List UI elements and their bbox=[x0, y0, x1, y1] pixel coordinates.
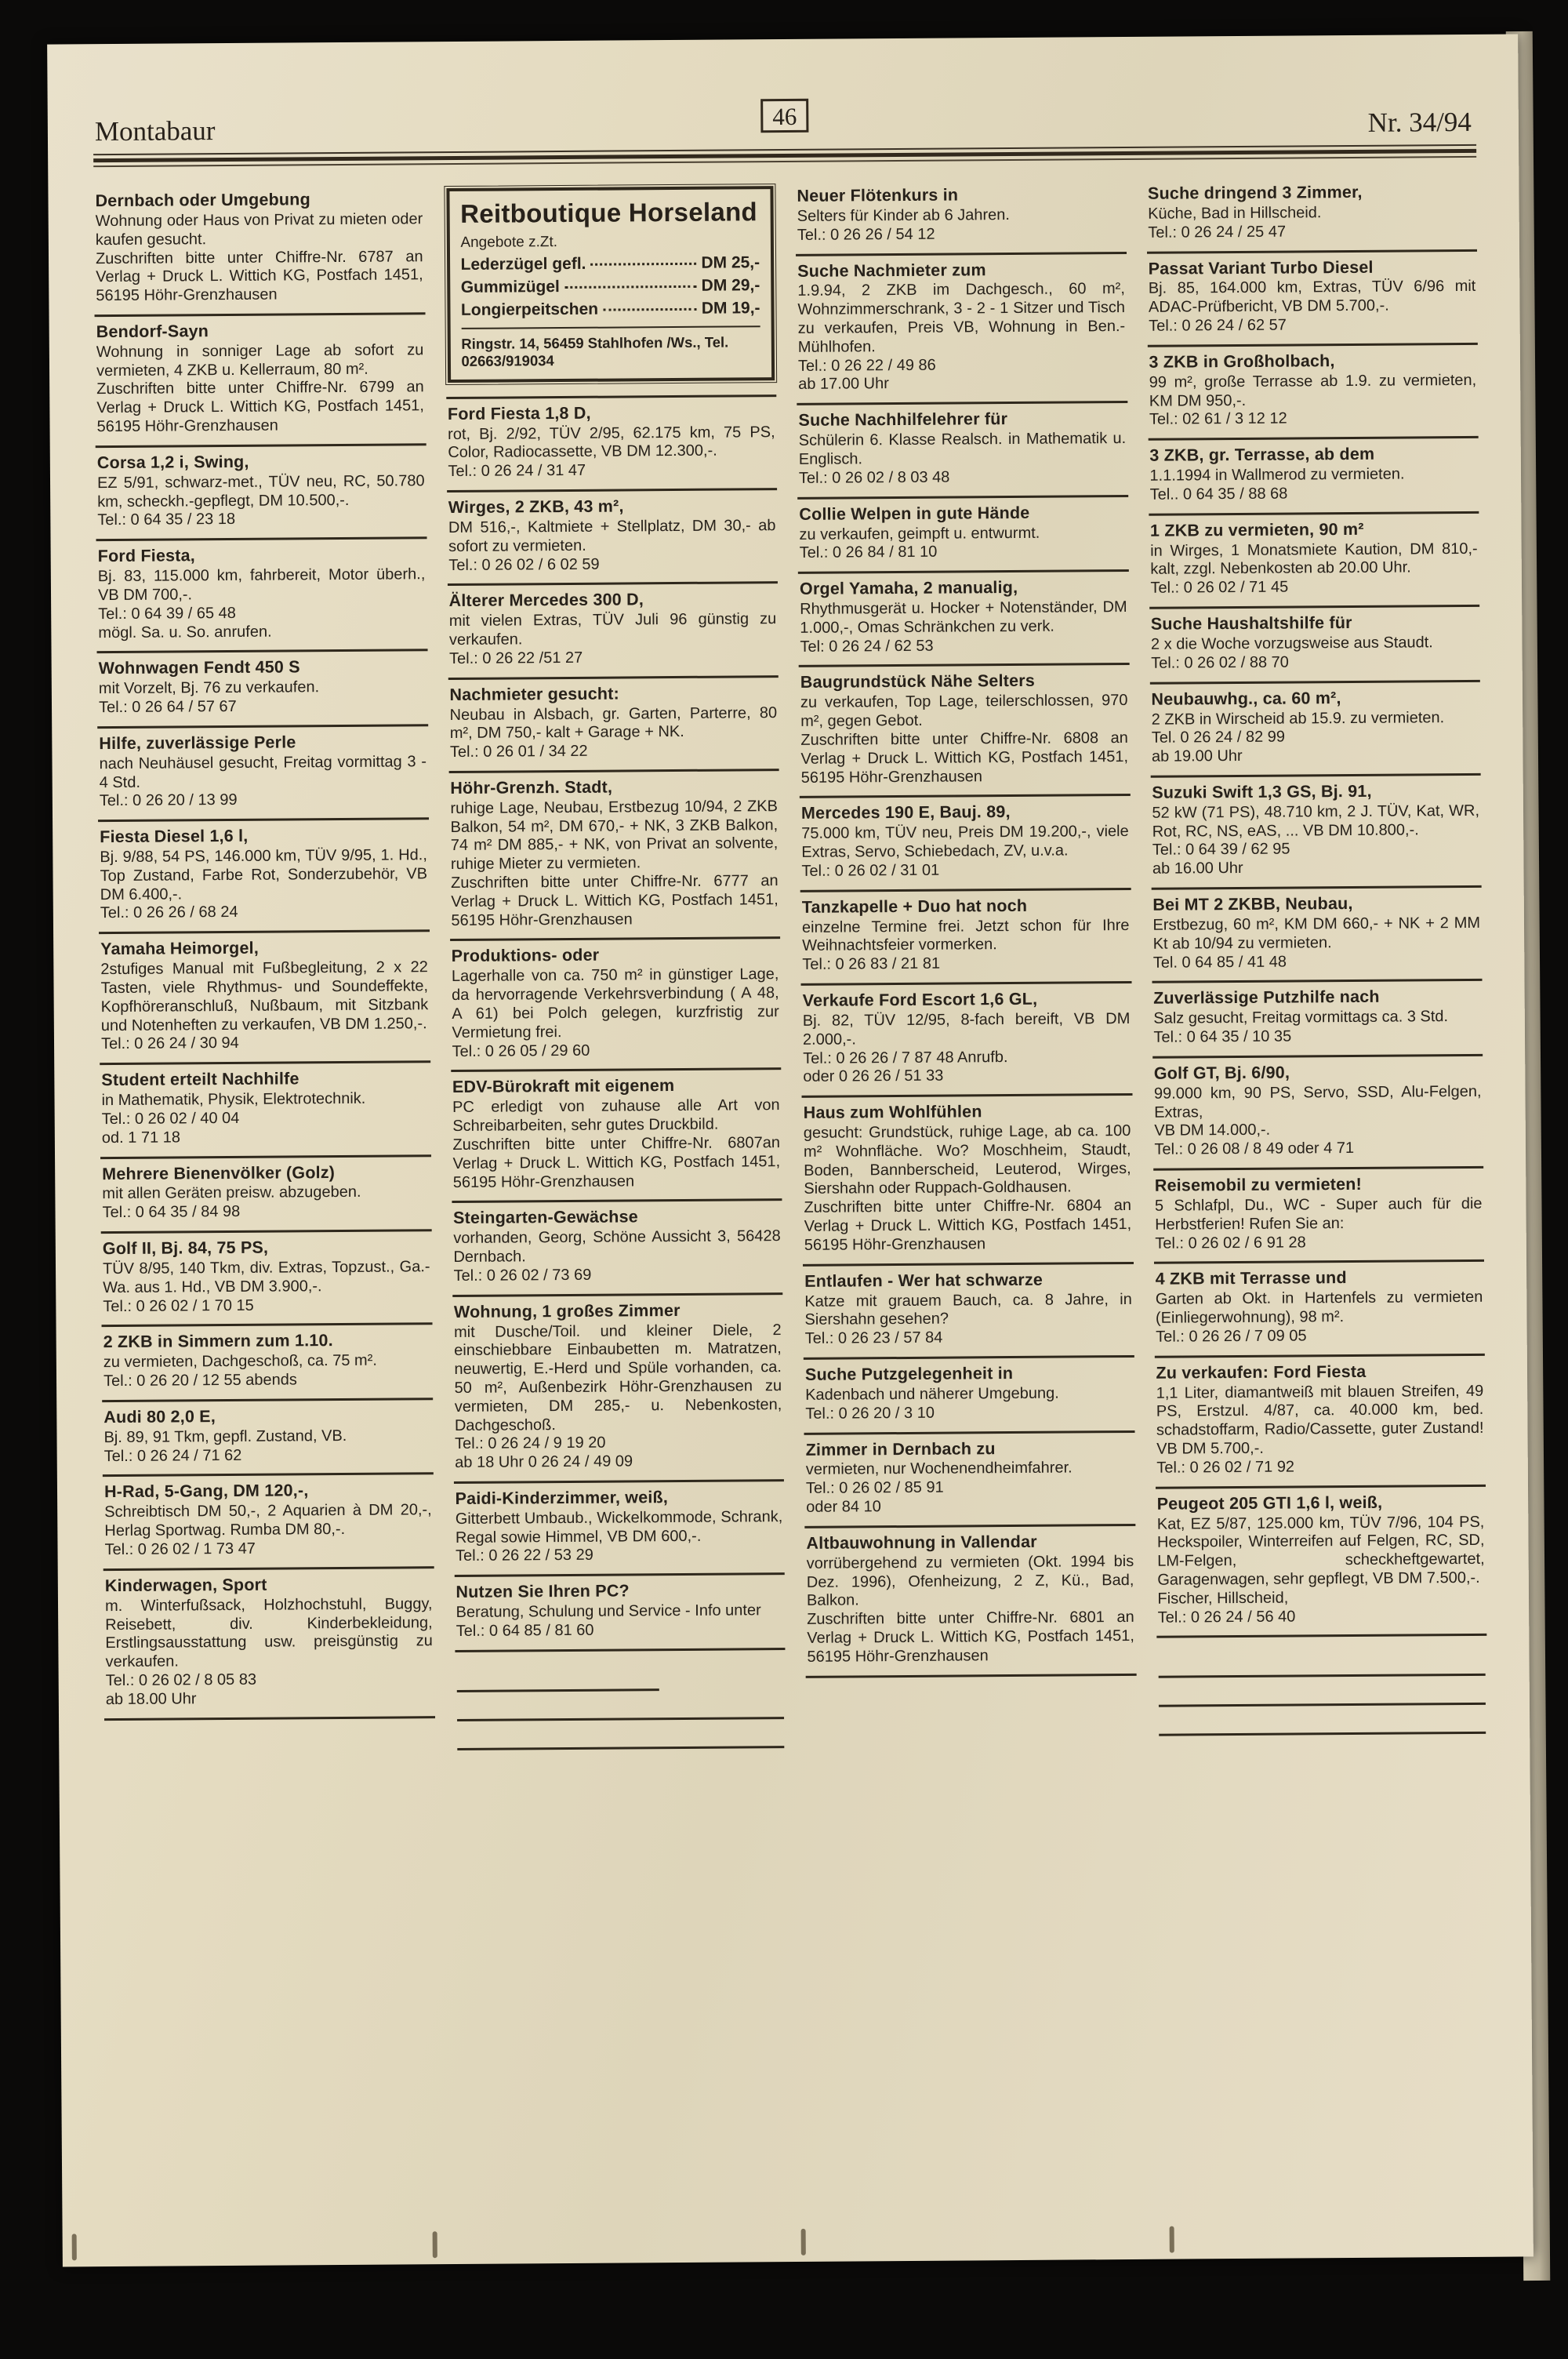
region-title: Montabaur bbox=[94, 115, 216, 147]
ad-body: Salz gesucht, Freitag vormittags ca. 3 Std. Tel.: 0 64 35 / 10 35 bbox=[1153, 1008, 1449, 1046]
ad-title: 4 ZKB mit Terrasse und bbox=[1155, 1268, 1347, 1289]
ad-title: Suche Nachmieter zum bbox=[797, 260, 986, 281]
ad-body: Gitterbett Umbaub., Wickelkommode, Schrank, Regal sowie Himmel, VB DM 600,-. Tel.: 0 26 22 / 53 29 bbox=[455, 1507, 783, 1565]
column-1 bbox=[93, 184, 434, 1753]
dot-leader bbox=[603, 307, 697, 311]
ad-body: Rhythmusgerät u. Hocker + Notenständer, DM 1.000,-, Omas Schränkchen zu verk. Tel: 0 26 24 / 62 53 bbox=[800, 598, 1127, 656]
ad-body: 1.1.1994 in Wallmerod zu vermieten. Tel.. 0 64 35 / 88 68 bbox=[1149, 465, 1405, 503]
ad-body: Erstbezug, 60 m², KM DM 660,- + NK + 2 MM Kt ab 10/94 zu vermieten. Tel. 0 64 85 / 41 48 bbox=[1152, 914, 1481, 972]
ad-title: 3 ZKB, gr. Terrasse, ab dem bbox=[1149, 444, 1375, 465]
separator-rule bbox=[456, 1690, 784, 1721]
classified-ad bbox=[447, 490, 778, 586]
classified-ad bbox=[804, 1358, 1134, 1434]
ad-title: Audi 80 2,0 E, bbox=[103, 1407, 216, 1427]
column-4 bbox=[1146, 176, 1487, 1746]
ad-title: Suche dringend 3 Zimmer, bbox=[1147, 182, 1363, 203]
classified-ad bbox=[1149, 514, 1479, 609]
classified-ad bbox=[448, 771, 780, 941]
ad-title: Wohnwagen Fendt 450 S bbox=[98, 657, 300, 678]
ad-title: H-Rad, 5-Gang, DM 120,-, bbox=[103, 1481, 309, 1502]
ad-body: 2stufiges Manual mit Fußbegleitung, 2 x 22 Tasten, viele Rhythmus- und Soundeffekte, Kopfhöreranschluß, Nußbaum, mit Sitzbank und Notenheften zu verkaufen, VB DM 1.250,-. Tel.: 0 26 24 / 30 94 bbox=[100, 958, 429, 1053]
ad-title: Yamaha Heimorgel, bbox=[100, 939, 260, 959]
ad-title: Bendorf-Sayn bbox=[96, 322, 209, 342]
ad-body: gesucht: Grundstück, ruhige Lage, ab ca. 100 m² Wohnfläche. Wo? Moschheim, Staudt, Boden, Bannberscheid, Leuterod, Wirges, Siershahn oder Ruppach-Goldhausen. Zuschriften bitte unter Chiffre-Nr. 6804 an Verlag + Druck L. Wittich KG, Postfach 1451, 56195 Höhr-Grenzhausen bbox=[803, 1122, 1132, 1254]
ad-body: zu verkaufen, Top Lage, teilerschlossen, 970 m², gegen Gebot. Zuschriften bitte unter Chiffre-Nr. 6808 an Verlag + Druck L. Wittich KG, Postfach 1451, 56195 Höhr-Grenzhausen bbox=[800, 692, 1129, 787]
ad-body: Bj. 9/88, 54 PS, 146.000 km, TÜV 9/95, 1. Hd., Top Zustand, Farbe Rot, Sonderzubehör, VB DM 6.400,-. Tel.: 0 26 26 / 68 24 bbox=[100, 846, 428, 922]
price-row bbox=[461, 299, 760, 320]
classified-ad bbox=[1151, 888, 1482, 983]
ad-body: 99.000 km, 90 PS, Servo, SSD, Alu-Felgen, Extras, VB DM 14.000,-. Tel.: 0 26 08 / 8 49 oder 4 71 bbox=[1153, 1082, 1482, 1158]
blank-ad-rules bbox=[455, 1650, 786, 1750]
ad-title: 3 ZKB in Großholbach, bbox=[1149, 351, 1335, 372]
classified-ad bbox=[446, 394, 777, 493]
ad-title: Kinderwagen, Sport bbox=[104, 1575, 267, 1595]
classified-ad bbox=[93, 184, 425, 317]
ad-body: 1,1 Liter, diamantweiß mit blauen Streifen, 49 PS, Erstzul. 4/87, ca. 40.000 km, bed. schadstoffarm, Radio/Cassette, guter Zustand! VB DM 5.700,-. Tel.: 0 26 02 / 71 92 bbox=[1156, 1382, 1484, 1477]
ad-title: Altbauwohnung in Vallendar bbox=[806, 1532, 1037, 1553]
ad-title: Mercedes 190 E, Bauj. 89, bbox=[800, 802, 1011, 823]
ad-title: Zu verkaufen: Ford Fiesta bbox=[1156, 1361, 1367, 1383]
ad-title: Bei MT 2 ZKBB, Neubau, bbox=[1152, 894, 1353, 914]
ad-body: zu verkaufen, geimpft u. entwurmt. Tel.: 0 26 84 / 81 10 bbox=[799, 524, 1040, 562]
ad-body: EZ 5/91, schwarz-met., TÜV neu, RC, 50.780 km, scheckh.-gepflegt, DM 10.500,-. Tel.: 0 64 35 / 23 18 bbox=[96, 472, 425, 529]
ad-title: 2 ZKB in Simmern zum 1.10. bbox=[103, 1331, 333, 1352]
ad-title: Wohnung, 1 großes Zimmer bbox=[453, 1300, 681, 1321]
classified-ad bbox=[800, 890, 1131, 986]
ad-title: Suche Haushaltshilfe für bbox=[1150, 613, 1352, 634]
classified-ad bbox=[1154, 1355, 1486, 1488]
ad-title: Peugeot 205 GTI 1,6 l, weiß, bbox=[1156, 1492, 1383, 1514]
ad-title: Golf II, Bj. 84, 75 PS, bbox=[102, 1238, 269, 1259]
ad-body: ruhige Lage, Neubau, Erstbezug 10/94, 2 ZKB Balkon, 54 m², DM 670,- + NK, 3 ZKB Balkon, 74 m² DM 885,- + NK, von Privat an solvente, ruhige Mieter zu vermieten. Zuschriften bitte unter Chiffre-Nr. 6777 an Verlag + Druck L. Wittich KG, Postfach 1451, 56195 Höhr-Grenzhausen bbox=[450, 797, 779, 929]
ad-title: Paidi-Kinderzimmer, weiß, bbox=[455, 1488, 669, 1508]
classified-ad bbox=[99, 932, 430, 1065]
classified-ad bbox=[795, 179, 1126, 256]
classified-ad bbox=[797, 497, 1128, 574]
ad-body: mit allen Geräten preisw. abzugeben. Tel.: 0 64 35 / 84 98 bbox=[102, 1183, 361, 1222]
classified-ad bbox=[1152, 981, 1483, 1058]
classified-ad bbox=[804, 1526, 1136, 1678]
separator-rule bbox=[1158, 1676, 1486, 1707]
ad-body: Bj. 83, 115.000 km, fahrbereit, Motor überh., VB DM 700,-. Tel.: 0 64 39 / 65 48 mögl. Sa. u. So. anrufen. bbox=[97, 565, 426, 642]
ad-title: Steingarten-Gewächse bbox=[453, 1207, 638, 1228]
classified-ad bbox=[1148, 438, 1479, 515]
classified-ad bbox=[1146, 176, 1477, 253]
ad-body: vorhanden, Georg, Schöne Aussicht 3, 56428 Dernbach. Tel.: 0 26 02 / 73 69 bbox=[453, 1227, 781, 1285]
ad-title: Collie Welpen in gute Hände bbox=[799, 503, 1030, 524]
ad-title: Ford Fiesta, bbox=[97, 546, 196, 566]
page-number-box: 46 bbox=[760, 99, 808, 133]
ad-body: PC erledigt von zuhause alle Art von Schreibarbeiten, sehr gutes Druckbild. Zuschriften bitte unter Chiffre-Nr. 6807an Verlag + Druck L. Wittich KG, Postfach 1451, 56195 Höhr-Grenzhausen bbox=[452, 1096, 781, 1191]
classified-ad bbox=[796, 254, 1127, 406]
ad-body: vermieten, nur Wochenendheimfahrer. Tel.: 0 26 02 / 85 91 oder 84 10 bbox=[805, 1459, 1073, 1516]
classifieds-columns bbox=[93, 176, 1487, 1753]
price-row bbox=[461, 253, 760, 274]
ad-body: in Wirges, 1 Monatsmiete Kaution, DM 810,- kalt, zzgl. Nebenkosten ab 20.00 Uhr. Tel.: 0 26 02 / 71 45 bbox=[1150, 540, 1478, 598]
separator-rule bbox=[456, 1662, 659, 1692]
classified-ad bbox=[454, 1575, 785, 1652]
ad-body: 2 x die Woche vorzugsweise aus Staudt. Tel.: 0 26 02 / 88 70 bbox=[1150, 634, 1433, 672]
classified-ad bbox=[797, 403, 1127, 499]
scan-artifact bbox=[72, 2234, 77, 2260]
classified-ad bbox=[801, 983, 1132, 1098]
ad-body: zu vermieten, Dachgeschoß, ca. 75 m². Tel.: 0 26 20 / 12 55 abends bbox=[103, 1352, 377, 1390]
ad-title: Baugrundstück Nähe Selters bbox=[800, 671, 1036, 692]
classified-ad bbox=[1153, 1169, 1484, 1264]
newspaper-page bbox=[47, 34, 1534, 2266]
classified-ad bbox=[97, 652, 428, 729]
classified-ad bbox=[800, 796, 1131, 892]
ad-body: einzelne Termine frei. Jetzt schon für Ihre Weihnachtsfeier vormerken. Tel.: 0 26 83 / 21 81 bbox=[801, 916, 1130, 974]
ad-title: Nutzen Sie Ihren PC? bbox=[456, 1581, 630, 1602]
ad-body: Katze mit grauem Bauch, ca. 8 Jahre, in Siershahn gesehen? Tel.: 0 26 23 / 57 84 bbox=[804, 1290, 1132, 1348]
ad-body: 99 m², große Terrasse ab 1.9. zu vermieten, KM DM 950,-. Tel.: 02 61 / 3 12 12 bbox=[1149, 371, 1477, 429]
ad-body: 52 kW (71 PS), 48.710 km, 2 J. TÜV, Kat, WR, Rot, RC, NS, eAS, ... VB DM 10.800,-. Tel.: 0 64 39 / 62 95 ab 16.00 Uhr bbox=[1152, 801, 1480, 878]
classified-ad bbox=[450, 940, 782, 1073]
classified-ad bbox=[103, 1568, 435, 1721]
ad-title: Zimmer in Dernbach zu bbox=[805, 1438, 996, 1459]
ad-body: Kadenbach und näherer Umgebung. Tel.: 0 26 20 / 3 10 bbox=[805, 1384, 1059, 1423]
ad-body: DM 516,-, Kaltmiete + Stellplatz, DM 30,- ab sofort zu vermieten. Tel.: 0 26 02 / 6 02 59 bbox=[448, 517, 776, 574]
display-ad-address: Ringstr. 14, 56459 Stahlhofen /Ws., Tel. 02663/919034 bbox=[461, 325, 760, 370]
ad-body: Wohnung oder Haus von Privat zu mieten oder kaufen gesucht. Zuschriften bitte unter Chiffre-Nr. 6787 an Verlag + Druck L. Wittich KG, Postfach 1451, 56195 Höhr-Grenzhausen bbox=[95, 210, 423, 305]
classified-ad bbox=[453, 1481, 784, 1577]
ad-body: Küche, Bad in Hillscheid. Tel.: 0 26 24 / 25 47 bbox=[1148, 204, 1322, 242]
ad-title: Neuer Flötenkurs in bbox=[797, 185, 959, 205]
ad-body: Wohnung in sonniger Lage ab sofort zu vermieten, 4 ZKB u. Kellerraum, 80 m². Zuschriften bitte unter Chiffre-Nr. 6799 an Verlag + Druck L. Wittich KG, Postfach 1451, 56195 Höhr-Grenzhausen bbox=[96, 341, 424, 436]
scan-artifact bbox=[801, 2229, 806, 2255]
dot-leader bbox=[590, 262, 696, 265]
classified-ad bbox=[798, 572, 1129, 667]
ad-title: Neubauwhg., ca. 60 m², bbox=[1151, 688, 1341, 709]
classified-ad bbox=[1152, 1056, 1483, 1171]
classified-ad bbox=[96, 445, 426, 541]
classified-ad bbox=[1154, 1262, 1485, 1358]
display-ad-title: Reitboutique Horseland bbox=[460, 197, 758, 228]
ad-body: Bj. 85, 164.000 km, Extras, TÜV 6/96 mit ADAC-Prüfbericht, VB DM 5.700,-. Tel.: 0 26 24 / 62 57 bbox=[1148, 278, 1476, 335]
classified-ad bbox=[102, 1400, 433, 1477]
ad-title: Suzuki Swift 1,3 GS, Bj. 91, bbox=[1152, 781, 1372, 802]
ad-title: Produktions- oder bbox=[451, 946, 600, 966]
ad-body: in Mathematik, Physik, Elektrotechnik. Tel.: 0 26 02 / 40 04 od. 1 71 18 bbox=[101, 1089, 366, 1147]
page-header bbox=[93, 102, 1476, 155]
column-3 bbox=[795, 179, 1136, 1748]
price-label: Gummizügel bbox=[460, 277, 560, 296]
separator-rule bbox=[1158, 1647, 1486, 1678]
classified-ad bbox=[1156, 1486, 1487, 1638]
classified-ad bbox=[1150, 776, 1481, 890]
ad-body: 5 Schlafpl, Du., WC - Super auch für die Herbstferien! Rufen Sie an: Tel.: 0 26 02 / 6 91 28 bbox=[1154, 1194, 1483, 1252]
ad-body: Schreibtisch DM 50,-, 2 Aquarien à DM 20,-, Herlag Sportwag. Rumba DM 80,-. Tel.: 0 26 02 / 1 73 47 bbox=[104, 1501, 432, 1559]
price-label: Lederzügel gefl. bbox=[460, 254, 586, 274]
ad-body: Selters für Kinder ab 6 Jahren. Tel.: 0 26 26 / 54 12 bbox=[797, 205, 1011, 244]
ad-body: 75.000 km, TÜV neu, Preis DM 19.200,-, viele Extras, Servo, Schiebedach, ZV, u.v.a. Tel.: 0 26 02 / 31 01 bbox=[801, 823, 1129, 880]
ad-title: Dernbach oder Umgebung bbox=[95, 190, 310, 211]
classified-ad bbox=[802, 1096, 1134, 1266]
ad-body: m. Winterfußsack, Holzhochstuhl, Buggy, Reisebett, div. Kinderbekleidung, Erstlingsausstattung usw. preisgünstig zu verkaufen. Tel.: 0 26 02 / 8 05 83 ab 18.00 Uhr bbox=[104, 1594, 433, 1708]
blank-ad-rules bbox=[1156, 1636, 1487, 1736]
ad-body: Bj. 89, 91 Tkm, gepfl. Zustand, VB. Tel.: 0 26 24 / 71 62 bbox=[103, 1427, 347, 1465]
ad-body: nach Neuhäusel gesucht, Freitag vormittag 3 - 4 Std. Tel.: 0 26 20 / 13 99 bbox=[99, 752, 427, 810]
display-ad-subtitle: Angebote z.Zt. bbox=[460, 233, 558, 251]
classified-ad bbox=[448, 678, 779, 773]
scan-artifact bbox=[433, 2231, 437, 2258]
ad-body: Beratung, Schulung und Service - Info unter Tel.: 0 64 85 / 81 60 bbox=[456, 1601, 761, 1641]
ad-body: rot, Bj. 2/92, TÜV 2/95, 62.175 km, 75 PS, Color, Radiocassette, VB DM 12.300,-. Tel.: 0 26 24 / 31 47 bbox=[448, 423, 775, 481]
ad-body: Neubau in Alsbach, gr. Garten, Parterre, 80 m², DM 750,- kalt + Garage + NK. Tel.: 0 26 01 / 34 22 bbox=[449, 703, 778, 761]
display-ad-reitboutique bbox=[446, 186, 775, 383]
ad-title: Verkaufe Ford Escort 1,6 GL, bbox=[802, 989, 1038, 1010]
ad-body: TÜV 8/95, 140 Tkm, div. Extras, Topzust., Ga.-Wa. aus 1. Hd., VB DM 3.900,-. Tel.: 0 26 02 / 1 70 15 bbox=[102, 1258, 430, 1315]
issue-number: Nr. 34/94 bbox=[1367, 106, 1472, 138]
classified-ad bbox=[452, 1201, 782, 1296]
ad-body: vorrübergehend zu vermieten (Okt. 1994 bis Dez. 1996), Ofenheizung, 2 Z, Kü., Bad, Balkon. Zuschriften bitte unter Chiffre-Nr. 6801 an Verlag + Druck L. Wittich KG, Postfach 1451, 56195 Höhr-Grenzhausen bbox=[806, 1552, 1134, 1666]
classified-ad bbox=[803, 1264, 1134, 1360]
scan-artifact bbox=[1170, 2226, 1174, 2253]
ad-body: Garten ab Okt. in Hartenfels zu vermieten (Einliegerwohnung), 98 m². Tel.: 0 26 26 / 7 09 05 bbox=[1155, 1289, 1483, 1346]
classified-ad bbox=[447, 583, 778, 679]
price-label: Longierpeitschen bbox=[460, 300, 599, 319]
ad-title: Nachmieter gesucht: bbox=[449, 684, 619, 704]
ad-title: 1 ZKB zu vermieten, 90 m² bbox=[1149, 519, 1364, 540]
separator-rule bbox=[1158, 1705, 1486, 1736]
ad-title: Entlaufen - Wer hat schwarze bbox=[804, 1270, 1044, 1291]
classified-ad bbox=[95, 314, 426, 448]
ad-title: Hilfe, zuverlässige Perle bbox=[99, 732, 296, 753]
classified-ad bbox=[100, 1063, 430, 1158]
ad-body: Schülerin 6. Klasse Realsch. in Mathematik u. Englisch. Tel.: 0 26 02 / 8 03 48 bbox=[798, 430, 1127, 487]
classified-ad bbox=[98, 820, 429, 934]
classified-ad bbox=[1149, 607, 1480, 684]
classified-ad bbox=[1149, 682, 1480, 777]
ad-title: Älterer Mercedes 300 D, bbox=[448, 590, 644, 611]
classified-ad bbox=[452, 1295, 784, 1484]
ad-body: Kat, EZ 5/87, 125.000 km, TÜV 7/96, 104 PS, Heckspoiler, Winterreifen auf Felgen, RC, SD, LM-Felgen, scheckheftgewartet, Garagenwagen, sehr gepflegt, VB DM 7.500,-. Fischer, Hillscheid, Tel.: 0 26 24 / 56 40 bbox=[1156, 1513, 1485, 1627]
ad-title: Passat Variant Turbo Diesel bbox=[1148, 257, 1374, 278]
ad-title: EDV-Bürokraft mit eigenem bbox=[452, 1076, 675, 1097]
ad-body: 1.9.94, 2 ZKB im Dachgesch., 60 m², Wohnzimmerschrank, 3 - 2 - 1 Sitzer und Tisch zu verkaufen, Preis VB, Wohnung in Ben.-Mühlhofen. Tel.: 0 26 22 / 49 86 ab 17.00 Uhr bbox=[797, 280, 1126, 394]
classified-ad bbox=[1147, 345, 1478, 441]
ad-title: Zuverlässige Putzhilfe nach bbox=[1153, 987, 1380, 1009]
ad-body: mit vielen Extras, TÜV Juli 96 günstig zu verkaufen. Tel.: 0 26 22 /51 27 bbox=[448, 610, 777, 667]
ad-body: Bj. 82, TÜV 12/95, 8-fach bereift, VB DM 2.000,-. Tel.: 0 26 26 / 7 87 48 Anrufb. oder 0 26 26 / 51 33 bbox=[802, 1009, 1131, 1086]
ad-body: mit Dusche/Toil. und kleiner Diele, 2 einschiebbare Einbaubetten m. Matratzen, neuwertig, E.-Herd und Spüle vorhanden, ca. 50 m², Außenbezirk Höhr-Grenzhausen zu vermieten, DM 285,- u. Nebenkosten, Dachgeschoß. Tel.: 0 26 24 / 9 19 20 ab 18 Uhr 0 26 24 / 49 09 bbox=[454, 1321, 782, 1472]
ad-title: Fiesta Diesel 1,6 l, bbox=[100, 826, 249, 847]
classified-ad bbox=[100, 1157, 431, 1234]
dot-leader bbox=[564, 285, 697, 288]
ad-title: Suche Putzgelegenheit in bbox=[804, 1364, 1014, 1384]
ad-title: Corsa 1,2 i, Swing, bbox=[96, 452, 249, 472]
classified-ad bbox=[1147, 251, 1478, 347]
price-value: DM 19,- bbox=[701, 298, 760, 318]
ad-body: Lagerhalle von ca. 750 m² in günstiger Lage, da hervorragende Verkehrsverbindung ( A 48, A 61) bei Polch gelegen, kurzfristig zur Vermietung frei. Tel.: 0 26 05 / 29 60 bbox=[451, 965, 779, 1060]
ad-title: Student erteilt Nachhilfe bbox=[101, 1069, 299, 1090]
classified-ad bbox=[804, 1432, 1135, 1528]
ad-title: Golf GT, Bj. 6/90, bbox=[1153, 1063, 1290, 1083]
classified-ad bbox=[101, 1231, 432, 1327]
classified-ad bbox=[96, 539, 427, 653]
price-value: DM 29,- bbox=[701, 275, 760, 295]
ad-title: Orgel Yamaha, 2 manualig, bbox=[799, 578, 1018, 599]
classified-ad bbox=[451, 1070, 782, 1203]
separator-rule bbox=[457, 1719, 785, 1750]
ad-title: Haus zum Wohlfühlen bbox=[803, 1102, 982, 1123]
ad-title: Ford Fiesta 1,8 D, bbox=[447, 403, 591, 423]
classified-ad bbox=[799, 665, 1131, 798]
classified-ad bbox=[102, 1325, 433, 1402]
column-2 bbox=[445, 181, 786, 1750]
ad-title: Höhr-Grenzh. Stadt, bbox=[450, 777, 613, 798]
classified-ad bbox=[97, 726, 428, 822]
classified-ad bbox=[103, 1475, 434, 1571]
ad-title: Mehrere Bienenvölker (Golz) bbox=[102, 1162, 336, 1183]
ad-body: mit Vorzelt, Bj. 76 zu verkaufen. Tel.: 0 26 64 / 57 67 bbox=[98, 678, 320, 717]
ad-title: Wirges, 2 ZKB, 43 m², bbox=[448, 496, 624, 517]
price-value: DM 25,- bbox=[701, 253, 760, 272]
ad-body: 2 ZKB in Wirscheid ab 15.9. zu vermieten. Tel. 0 26 24 / 82 99 ab 19.00 Uhr bbox=[1151, 708, 1445, 765]
ad-title: Suche Nachhilfelehrer für bbox=[798, 409, 1008, 431]
price-row bbox=[461, 276, 760, 297]
ad-title: Reisemobil zu vermieten! bbox=[1154, 1174, 1362, 1195]
ad-title: Tanzkapelle + Duo hat noch bbox=[801, 896, 1028, 917]
